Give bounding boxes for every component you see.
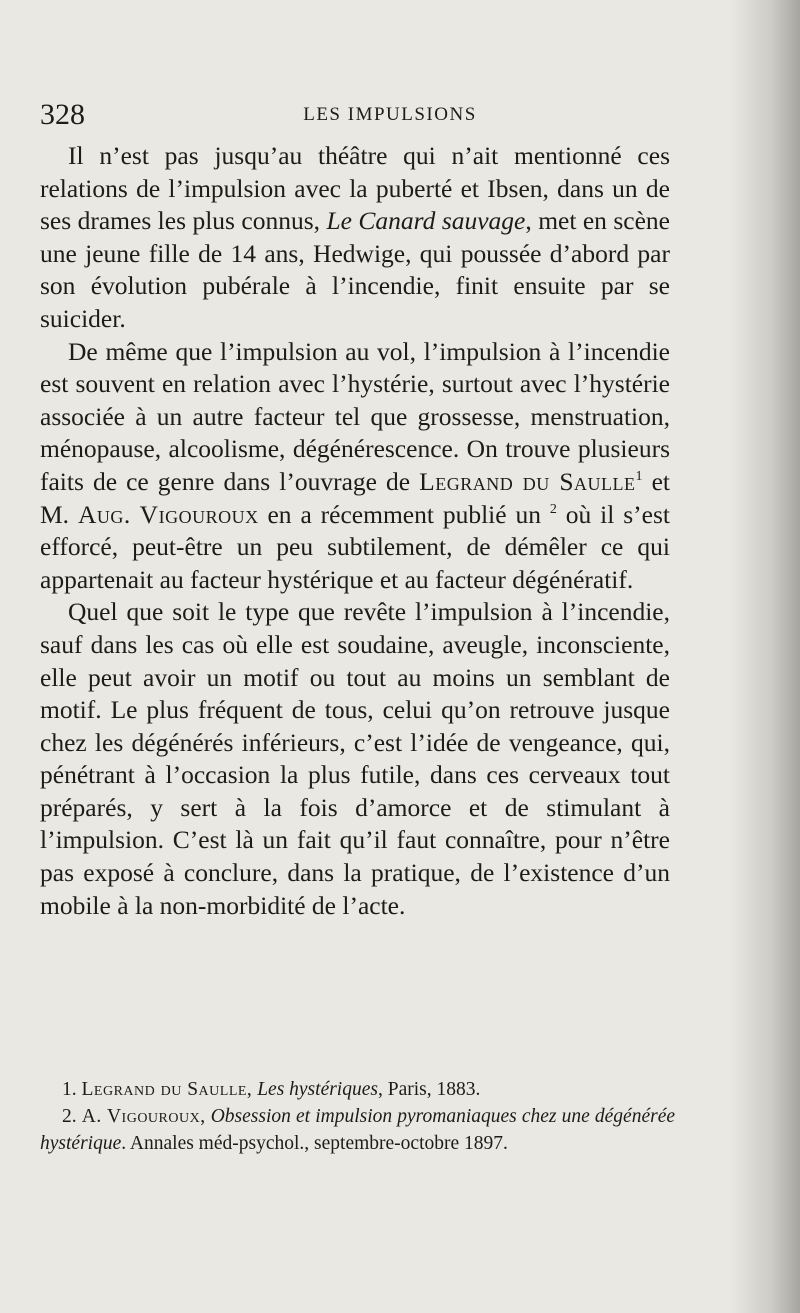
footnote-2 bbox=[40, 1103, 675, 1157]
paragraph-3: Quel que soit le type que revête l’impulsion à l’incendie, sauf dans les cas où elle est soudaine, aveugle, inconsciente, elle peut avoir un motif ou tout au moins un semblant de motif. Le plus fréquent de tous, celui qu’on retrouve jusque chez les dégénérés inférieurs, c’est l’idée de vengeance, qui, pénétrant à l’occasion la plus futile, dans ces cerveaux tout préparés, y sert à la fois d’amorce et de stimulant à l’impulsion. C’est là un fait qu’il faut connaître, pour n’être pas exposé à conclure, dans la pratique, de l’existence d’un mobile à la non-morbidité de l’acte. bbox=[40, 597, 670, 920]
footnote-2-number: 2. bbox=[62, 1106, 77, 1127]
footnote-ref-2: 2 bbox=[549, 501, 557, 517]
paragraph-2 bbox=[40, 336, 670, 597]
page-header bbox=[40, 98, 680, 132]
running-title: LES IMPULSIONS bbox=[303, 104, 477, 125]
play-title: Le Canard sauvage bbox=[326, 206, 526, 236]
author-name-legrand: Legrand du Saulle bbox=[419, 466, 636, 496]
paragraph-1 bbox=[40, 140, 670, 336]
page-edge-shadow bbox=[730, 0, 800, 1313]
paragraph-1-text-start: Il n’est pas jusqu’au théâtre qui n’ait mentionné ces relations de l’impulsion avec la puberté et Ibsen, dans un de ses drames les plus connus, bbox=[40, 141, 670, 236]
paragraph-1-text-end: , met en scène une jeune fille de 14 ans, Hedwige, qui poussée d’abord par son évolution pubérale à l’incendie, finit ensuite par se suicider. bbox=[40, 206, 670, 333]
author-name-vigouroux: Aug. Vigouroux bbox=[77, 499, 259, 529]
paragraph-2-text-2: et M. bbox=[40, 466, 670, 529]
footnote-1-number: 1. bbox=[62, 1079, 77, 1100]
main-text bbox=[40, 140, 670, 922]
footnote-1-title: Les hystériques bbox=[257, 1079, 378, 1100]
footnote-1 bbox=[40, 1076, 675, 1103]
paragraph-2-text-1: De même que l’impulsion au vol, l’impulsion à l’incendie est souvent en relation avec l’hystérie, surtout avec l’hystérie associée à un autre facteur tel que grossesse, menstruation, ménopause, alcoolisme, dégénérescence. On trouve plusieurs faits de ce genre dans l’ouvrage de bbox=[40, 336, 670, 496]
footnotes bbox=[40, 1076, 675, 1157]
paragraph-2-text-3: en a récemment publié un bbox=[258, 499, 550, 529]
footnote-2-title: Obsession et impulsion pyromaniaques chez une dégénérée hystérique bbox=[40, 1106, 676, 1154]
footnote-1-rest: , Paris, 1883. bbox=[377, 1079, 481, 1100]
footnote-2-author: A. Vigouroux, bbox=[81, 1106, 206, 1127]
paragraph-2-text-4: où il s’est efforcé, peut-être un peu subtilement, de démêler ce qui appartenait au facteur hystérique et au facteur dégénératif. bbox=[40, 499, 670, 594]
footnote-1-author: Legrand du Saulle, bbox=[81, 1079, 253, 1100]
footnote-ref-1: 1 bbox=[635, 468, 643, 484]
page-number: 328 bbox=[40, 98, 85, 131]
footnote-2-rest: . Annales méd-psychol., septembre-octobre 1897. bbox=[121, 1133, 508, 1154]
